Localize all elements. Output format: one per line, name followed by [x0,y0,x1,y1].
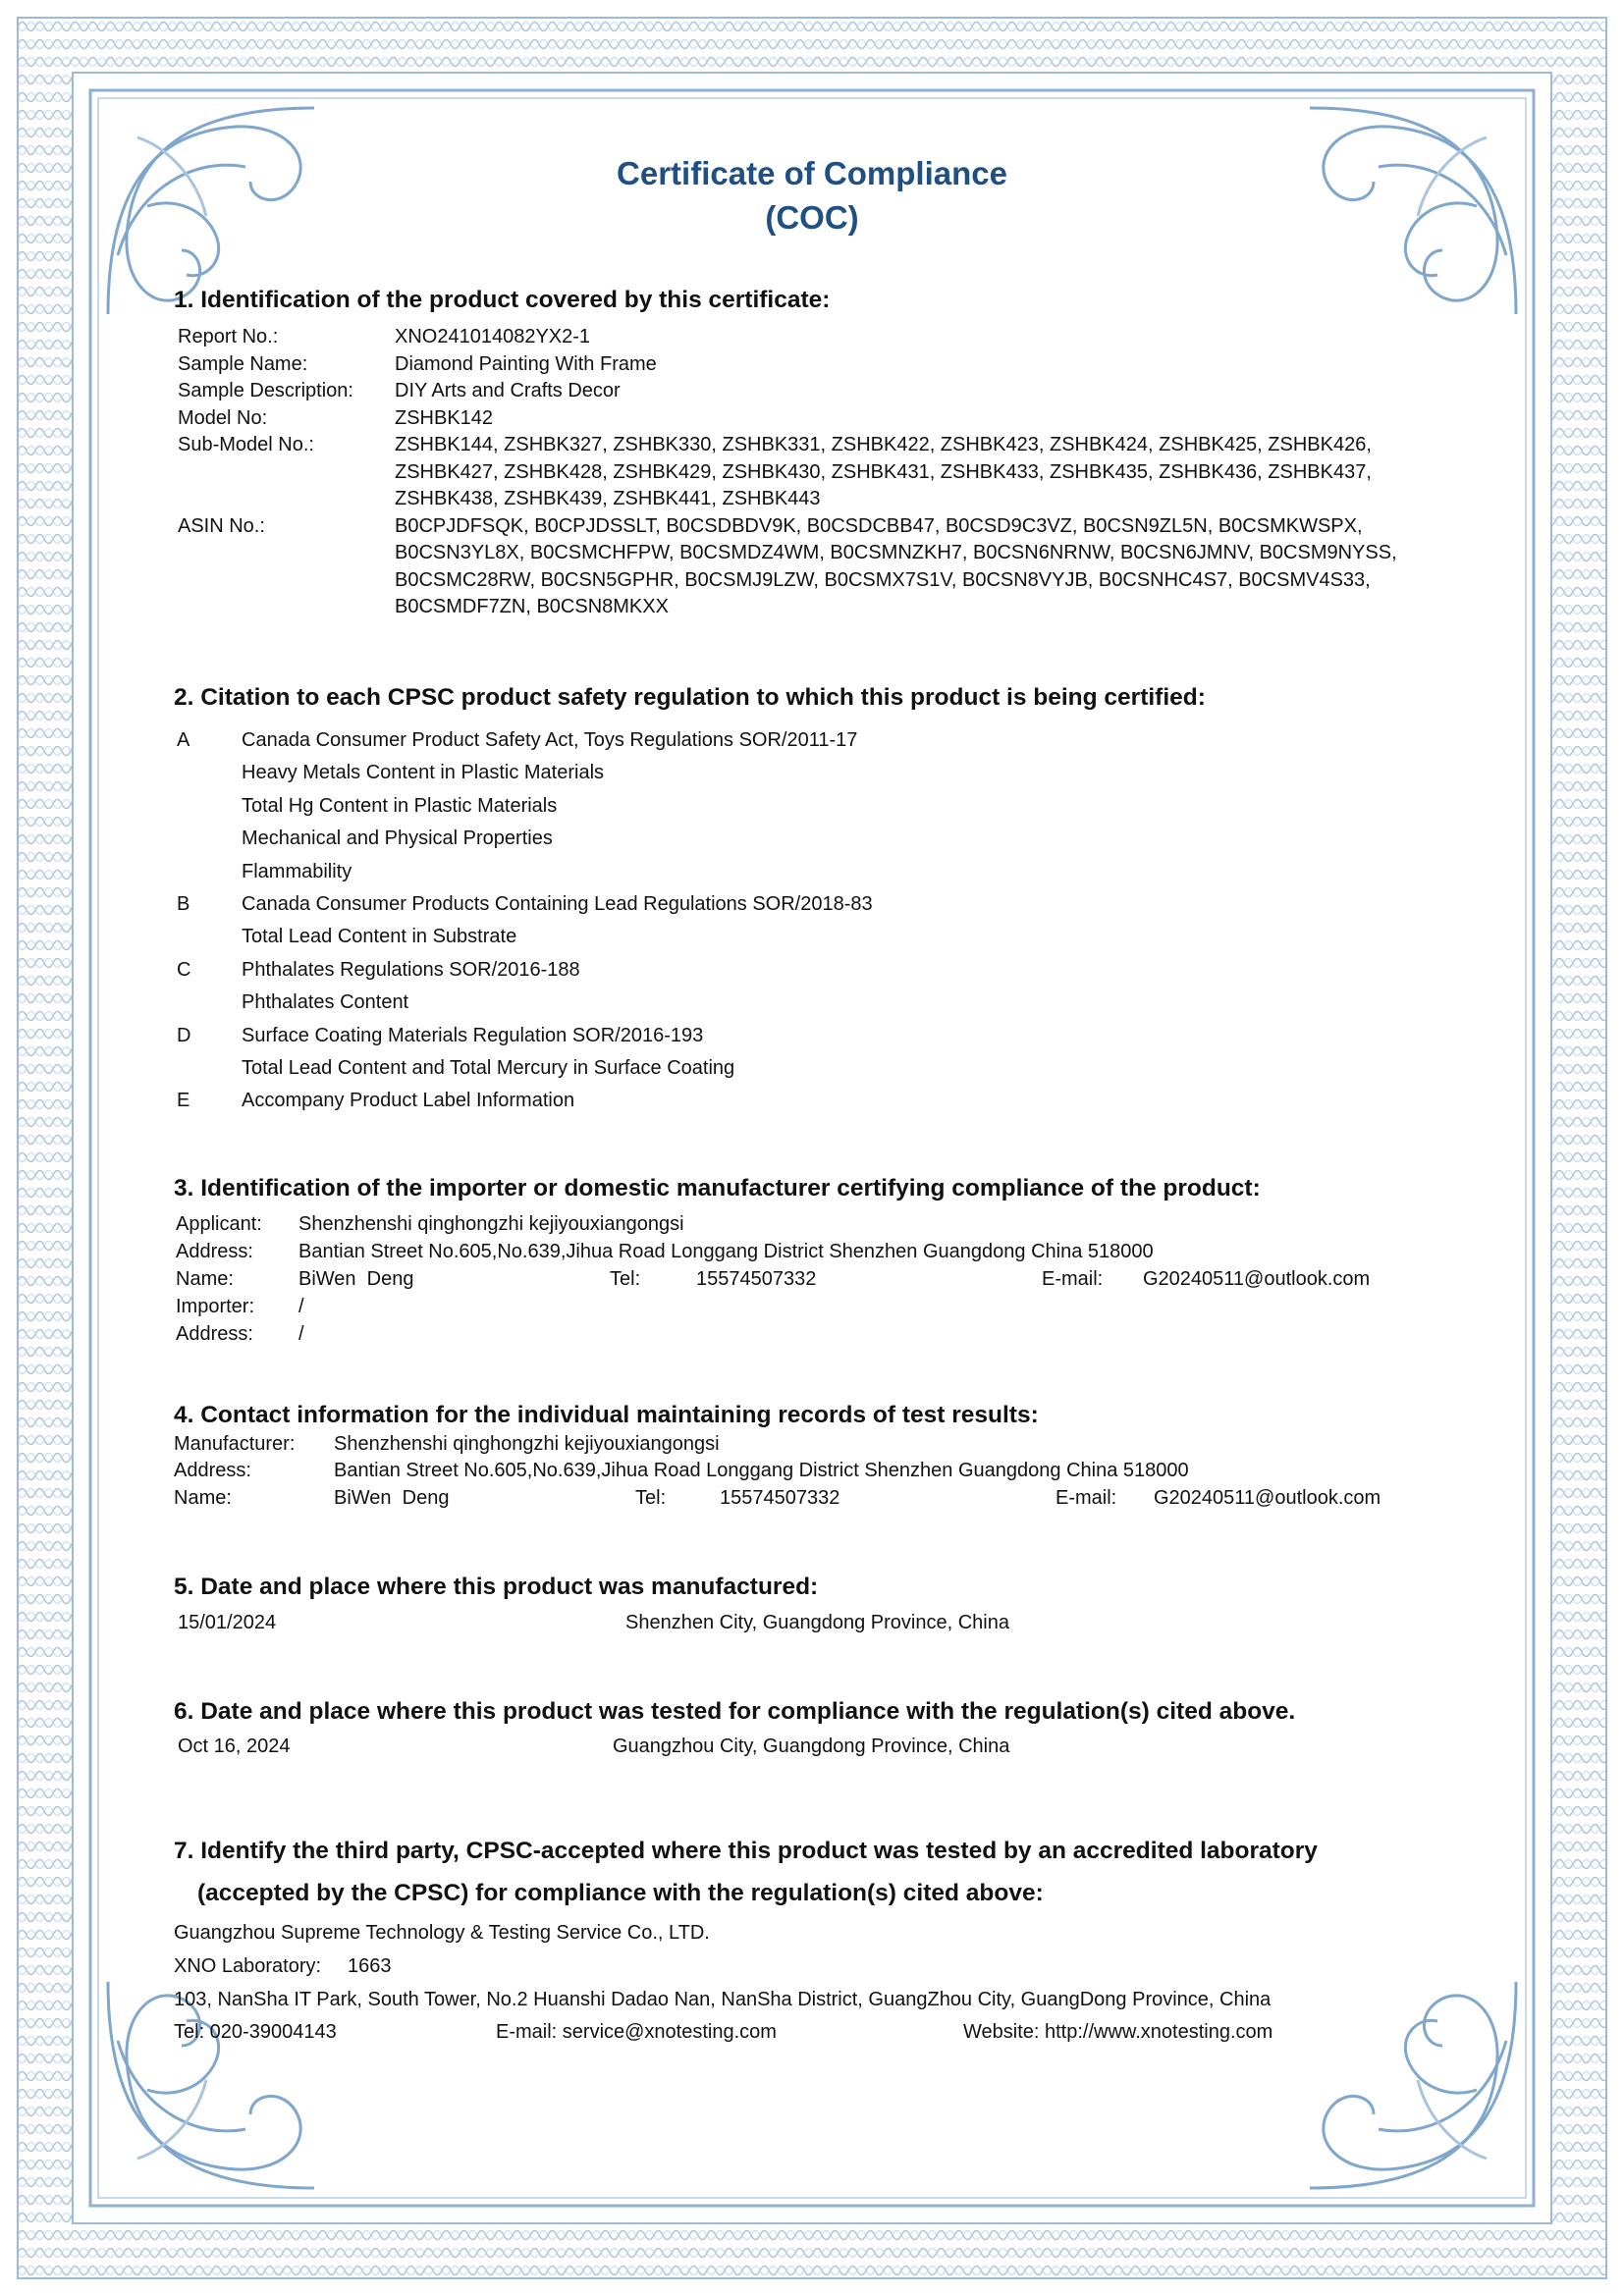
regulation-letter [177,823,242,855]
email-label: E-mail: [1042,1268,1104,1290]
regulation-letter: D [177,1024,191,1046]
product-identification [178,324,1485,621]
name-label: Name: [176,1268,234,1290]
manufacture-date: 15/01/2024 [178,1612,277,1633]
manufacturer-address-label: Address: [174,1460,251,1481]
laboratory-number: 1663 [348,1955,392,1977]
manufacture-place: Shenzhen City, Guangdong Province, China [625,1612,1009,1633]
laboratory-email: E-mail: service@xnotesting.com [496,2021,777,2043]
info-label: Report No.: [178,326,279,347]
applicant-value: Shenzhenshi qinghongzhi kejiyouxiangongsi [298,1213,684,1235]
info-row [178,432,1485,513]
laboratory-website: Website: http://www.xnotesting.com [963,2021,1273,2043]
section-2-heading: 2. Citation to each CPSC product safety regulation to which this product is being certified: [174,684,1206,711]
regulation-letter [177,757,242,789]
laboratory-tel: Tel: 020-39004143 [174,2021,337,2043]
regulation-text: Accompany Product Label Information [242,1090,575,1112]
importer-address-value: / [298,1323,304,1345]
importer-value: / [298,1296,304,1317]
tel-label: Tel: [610,1268,641,1290]
regulation-row [177,823,873,855]
manufacturer-label: Manufacturer: [174,1433,296,1455]
regulation-row [177,757,873,789]
regulation-letter [177,856,242,888]
section-6-heading: 6. Date and place where this product was tested for compliance with the regulation(s) cited above. [174,1698,1296,1725]
info-value-line: ZSHBK427, ZSHBK428, ZSHBK429, ZSHBK430, ZSHBK431, ZSHBK433, ZSHBK435, ZSHBK436, ZSHBK437, [395,460,1372,483]
info-label: Model No: [178,406,268,429]
section-7-heading-line2: (accepted by the CPSC) for compliance with the regulation(s) cited above: [197,1880,1044,1906]
address-value: Bantian Street No.605,No.639,Jihua Road Longgang District Shenzhen Guangdong China 518000 [298,1241,1154,1262]
info-value-line: B0CPJDFSQK, B0CPJDSSLT, B0CSDBDV9K, B0CSDCBB47, B0CSD9C3VZ, B0CSN9ZL5N, B0CSMKWSPX, [395,514,1363,537]
contact-name-value: BiWen Deng [334,1487,450,1509]
section-5-heading: 5. Date and place where this product was manufactured: [174,1574,819,1600]
info-row [178,324,1485,351]
contact-tel-label: Tel: [635,1487,667,1509]
info-value [395,432,1485,513]
section-1-heading: 1. Identification of the product covered by this certificate: [174,287,831,313]
regulation-letter [177,921,242,953]
laboratory-label: XNO Laboratory: [174,1955,322,1977]
laboratory-address: 103, NanSha IT Park, South Tower, No.2 Huanshi Dadao Nan, NanSha District, GuangZhou City, GuangDong Province, China [174,1989,1272,2010]
info-label: Sub-Model No.: [178,434,314,455]
regulation-text: Surface Coating Materials Regulation SOR/2016-193 [242,1024,704,1046]
info-value-line: ZSHBK438, ZSHBK439, ZSHBK441, ZSHBK443 [395,488,821,509]
regulation-text: Heavy Metals Content in Plastic Materials [242,762,605,784]
regulation-text: Canada Consumer Products Containing Lead Regulations SOR/2018-83 [242,893,873,916]
email-value: G20240511@outlook.com [1143,1268,1371,1290]
regulation-citations [177,724,873,1118]
name-value: BiWen Deng [298,1268,414,1290]
manufacturer-address-value: Bantian Street No.605,No.639,Jihua Road Longgang District Shenzhen Guangdong China 518000 [334,1460,1189,1481]
regulation-text: Total Hg Content in Plastic Materials [242,794,558,817]
info-value-line: Diamond Painting With Frame [395,352,657,375]
info-row [178,513,1485,621]
info-value [395,405,1485,433]
info-value-line: B0CSMDF7ZN, B0CSN8MKXX [395,596,669,617]
regulation-row [177,724,873,757]
certificate-title: Certificate of Compliance [617,155,1007,191]
tel-value: 15574507332 [696,1268,817,1290]
test-place: Guangzhou City, Guangdong Province, China [613,1735,1010,1757]
regulation-row [177,954,873,987]
contact-email-label: E-mail: [1056,1487,1117,1509]
regulation-letter: C [177,958,191,981]
info-row [178,351,1485,379]
regulation-letter: A [177,729,190,751]
regulation-letter: E [177,1090,190,1112]
info-value [395,351,1485,379]
info-value-line: B0CSN3YL8X, B0CSMCHFPW, B0CSMDZ4WM, B0CSMNZKH7, B0CSN6NRNW, B0CSN6JMNV, B0CSM9NYSS, [395,542,1397,563]
info-value [395,378,1485,405]
info-value [395,324,1485,351]
regulation-letter: B [177,893,190,916]
regulation-letter [177,1052,242,1085]
regulation-text: Total Lead Content in Substrate [242,926,517,948]
regulation-letter [177,987,242,1019]
info-label: Sample Name: [178,352,308,375]
contact-email-value: G20240511@outlook.com [1154,1487,1381,1509]
info-value-line: ZSHBK144, ZSHBK327, ZSHBK330, ZSHBK331, ZSHBK422, ZSHBK423, ZSHBK424, ZSHBK425, ZSHBK426, [395,434,1372,455]
regulation-text: Flammability [242,860,352,882]
regulation-row [177,1085,873,1117]
info-row [178,405,1485,433]
section-3-heading: 3. Identification of the importer or domestic manufacturer certifying compliance of the product: [174,1175,1261,1201]
regulation-text: Phthalates Content [242,991,409,1014]
info-value-line: ZSHBK142 [395,406,494,429]
regulation-text: Total Lead Content and Total Mercury in Surface Coating [242,1057,735,1080]
test-date: Oct 16, 2024 [178,1735,291,1757]
importer-label: Importer: [176,1296,255,1317]
regulation-row [177,921,873,953]
contact-name-label: Name: [174,1487,232,1509]
info-value-line: B0CSMC28RW, B0CSN5GPHR, B0CSMJ9LZW, B0CSMX7S1V, B0CSN8VYJB, B0CSNHC4S7, B0CSMV4S33, [395,568,1371,591]
section-4-heading: 4. Contact information for the individual maintaining records of test results: [174,1402,1039,1428]
info-value-line: XNO241014082YX2-1 [395,326,591,347]
applicant-label: Applicant: [176,1213,262,1235]
address-label: Address: [176,1241,253,1262]
regulation-row [177,1052,873,1085]
info-value [395,513,1485,621]
laboratory-company: Guangzhou Supreme Technology & Testing Service Co., LTD. [174,1922,710,1944]
contact-tel-value: 15574507332 [720,1487,840,1509]
regulation-row [177,856,873,888]
certificate-subtitle: (COC) [765,199,859,236]
regulation-row [177,888,873,921]
regulation-row [177,790,873,823]
info-label: ASIN No.: [178,514,265,537]
regulation-text: Mechanical and Physical Properties [242,828,553,850]
info-value-line: DIY Arts and Crafts Decor [395,380,621,401]
info-row [178,378,1485,405]
regulation-letter [177,790,242,823]
regulation-row [177,987,873,1019]
regulation-row [177,1020,873,1052]
manufacturer-value: Shenzhenshi qinghongzhi kejiyouxiangongsi [334,1433,720,1455]
section-7-heading: 7. Identify the third party, CPSC-accepted where this product was tested by an accredited laboratory [174,1838,1318,1864]
regulation-text: Canada Consumer Product Safety Act, Toys Regulations SOR/2011-17 [242,729,858,751]
regulation-text: Phthalates Regulations SOR/2016-188 [242,958,580,981]
info-label: Sample Description: [178,380,353,401]
importer-address-label: Address: [176,1323,253,1345]
